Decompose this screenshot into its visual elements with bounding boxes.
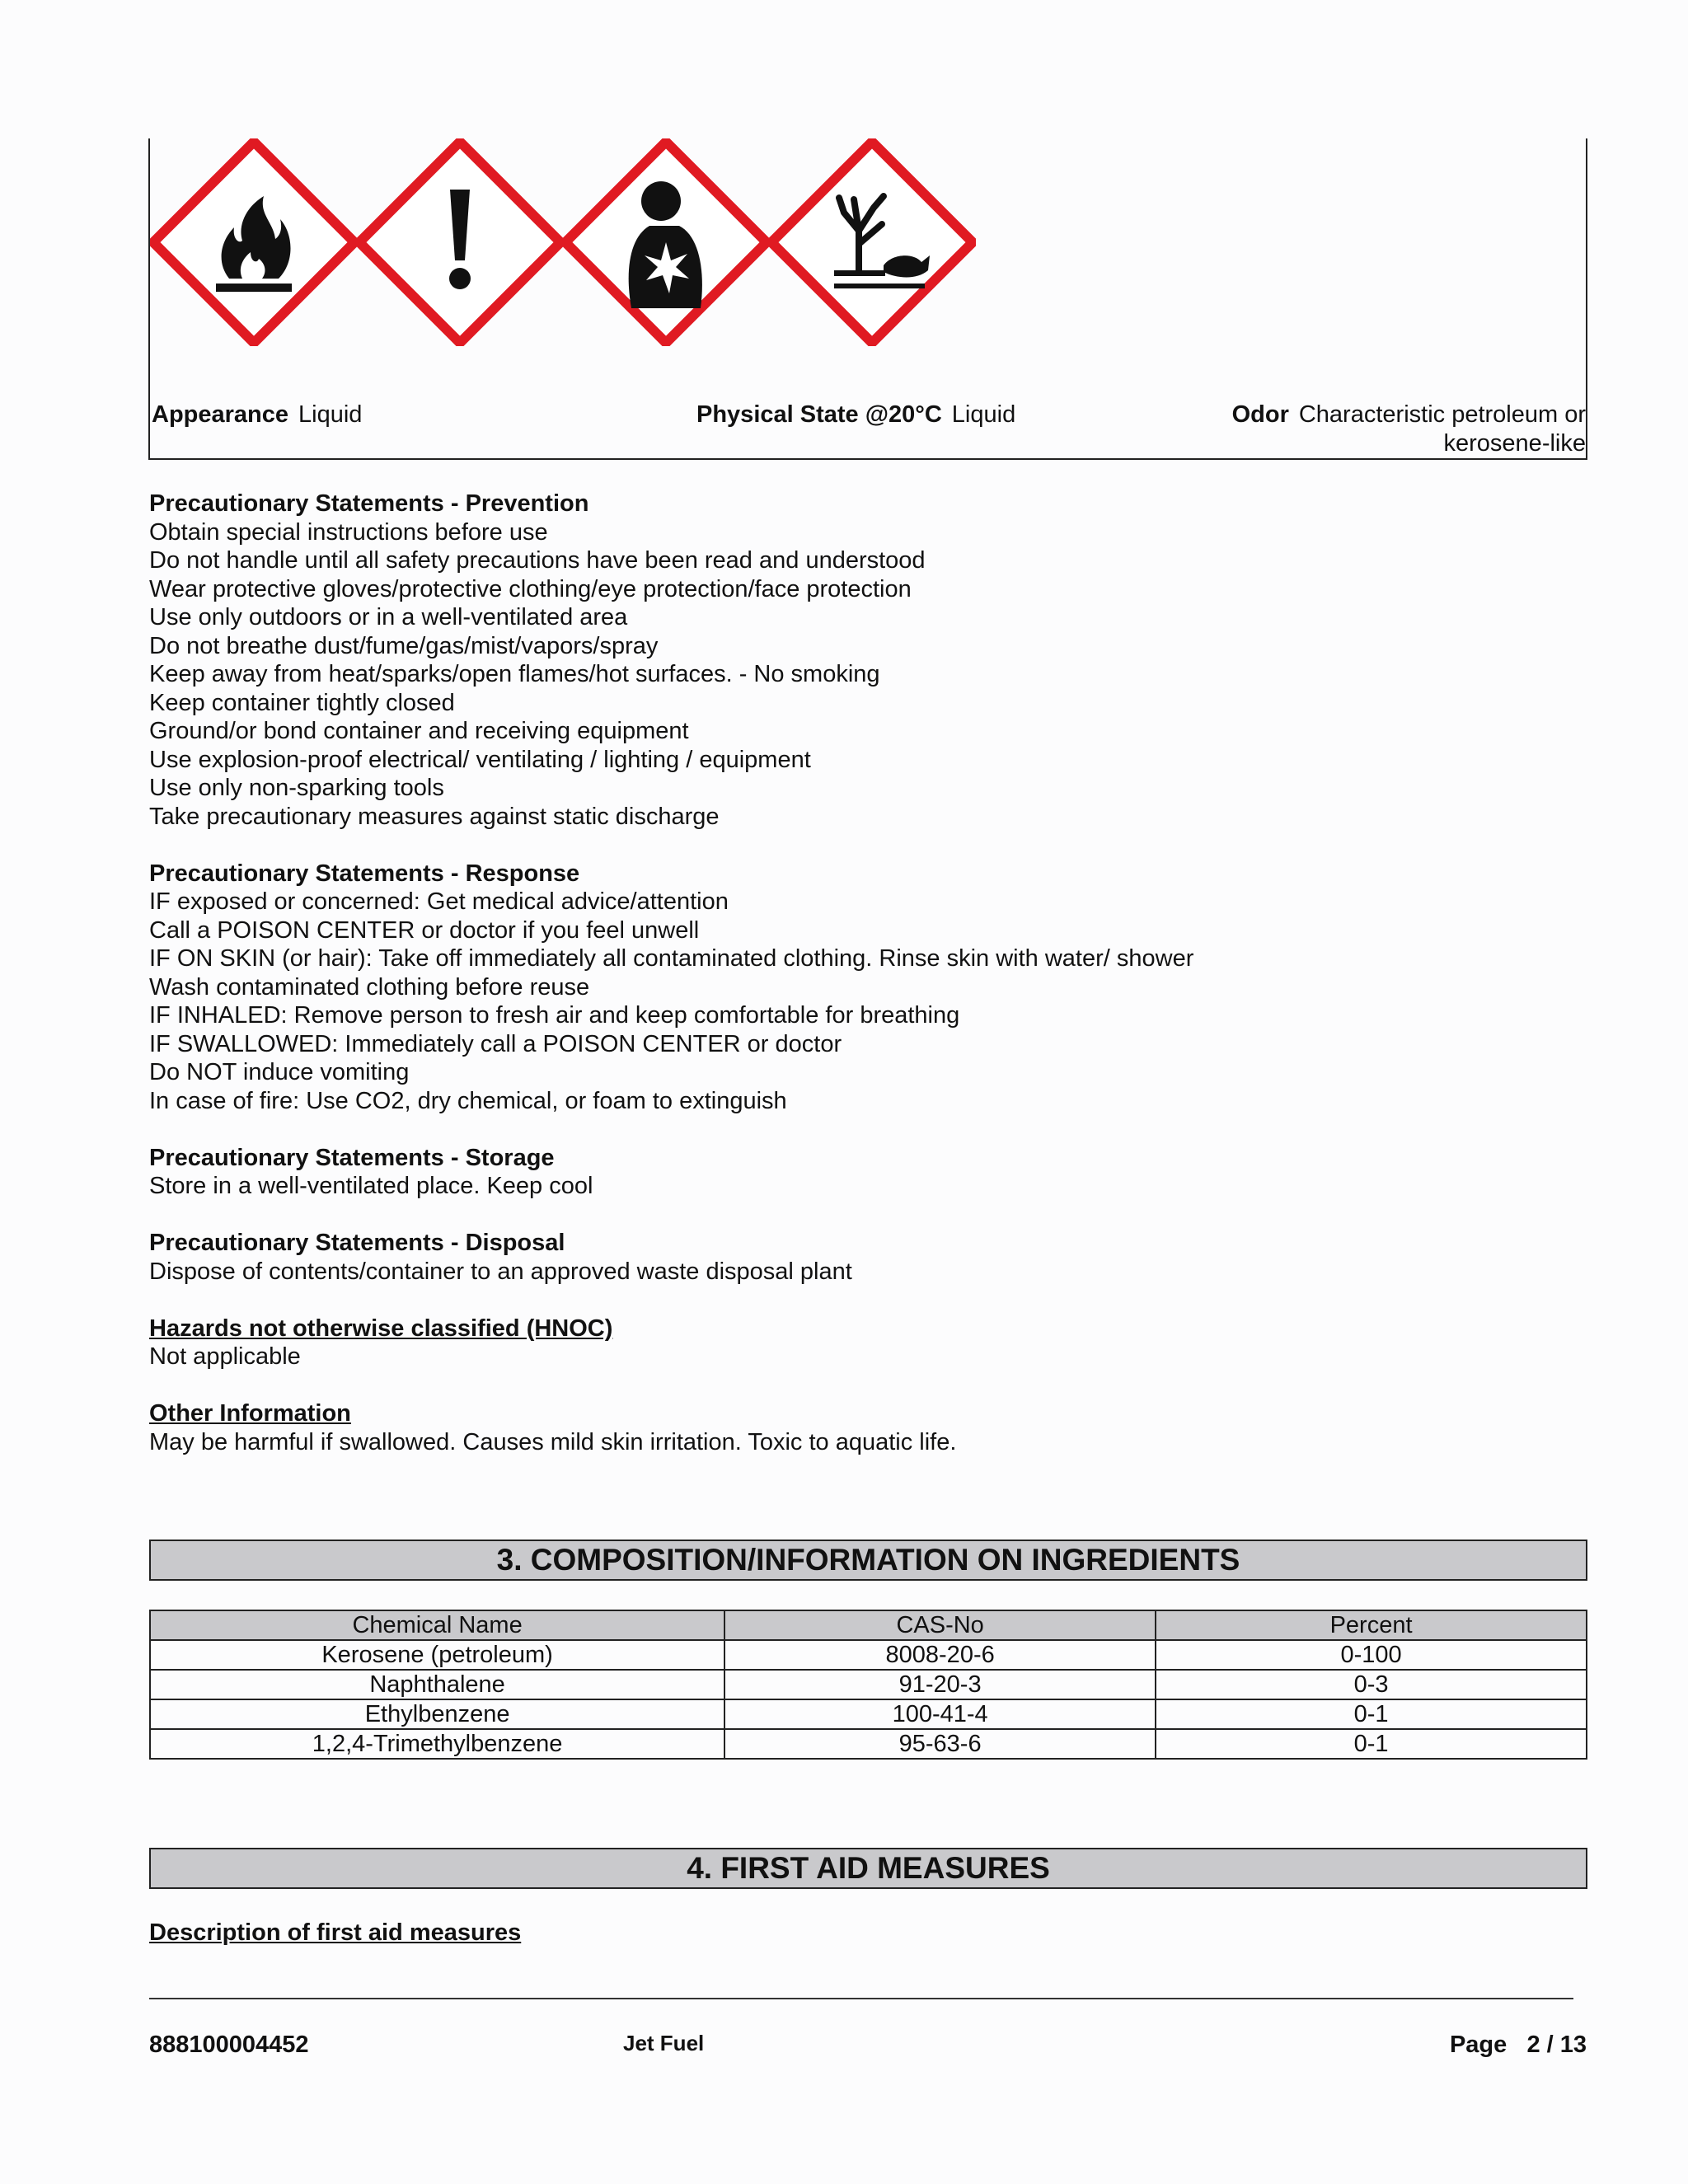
chemical-name-cell: Naphthalene (150, 1670, 724, 1699)
section4-banner: 4. FIRST AID MEASURES (149, 1848, 1587, 1889)
storage-lines (149, 1172, 1587, 1201)
statement-line: Do NOT induce vomiting (149, 1059, 410, 1085)
hnoc-title: Hazards not otherwise classified (HNOC) (149, 1315, 613, 1342)
precautionary-content (149, 490, 1587, 1485)
statement-line: Use only non-sparking tools (149, 775, 444, 801)
table-row (150, 1670, 1587, 1699)
health-hazard-icon (562, 138, 770, 346)
statement-line: Do not breathe dust/fume/gas/mist/vapors/spray (149, 632, 659, 659)
hnoc-text: Not applicable (149, 1343, 301, 1370)
chemical-name-cell: Ethylbenzene (150, 1699, 724, 1729)
statement-line: Keep away from heat/sparks/open flames/hot surfaces. - No smoking (149, 661, 880, 687)
cas-no-cell: 95-63-6 (724, 1729, 1156, 1759)
appearance-value: Liquid (298, 401, 363, 428)
exclamation-icon (356, 138, 564, 346)
odor-property (1198, 401, 1586, 457)
statement-line: IF SWALLOWED: Immediately call a POISON CENTER or doctor (149, 1030, 842, 1057)
header-cas-no: CAS-No (724, 1610, 1156, 1640)
footer-product-name: Jet Fuel (623, 2031, 705, 2055)
statement-line: Store in a well-ventilated place. Keep cool (149, 1173, 593, 1199)
storage-title: Precautionary Statements - Storage (149, 1144, 555, 1171)
cas-no-cell: 100-41-4 (724, 1699, 1156, 1729)
footer-document-id: 888100004452 (149, 2032, 309, 2058)
percent-cell: 0-3 (1156, 1670, 1587, 1699)
footer-page-label: Page (1449, 2032, 1507, 2058)
percent-cell: 0-1 (1156, 1699, 1587, 1729)
physical-state-label: Physical State @20°C (696, 401, 942, 428)
cas-no-cell: 8008-20-6 (724, 1640, 1156, 1670)
response-lines (149, 888, 1587, 1115)
cas-no-cell: 91-20-3 (724, 1670, 1156, 1699)
other-info-title: Other Information (149, 1400, 351, 1427)
chemical-name-cell: 1,2,4-Trimethylbenzene (150, 1729, 724, 1759)
footer-divider (149, 1998, 1573, 1999)
table-row (150, 1699, 1587, 1729)
first-aid-description-heading: Description of first aid measures (149, 1919, 522, 1946)
appearance-label: Appearance (152, 401, 289, 428)
odor-value: Characteristic petroleum or kerosene-like (1298, 401, 1586, 457)
table-row (150, 1729, 1587, 1759)
disposal-section (149, 1229, 1587, 1286)
statement-line: Dispose of contents/container to an approved waste disposal plant (149, 1258, 852, 1285)
header-chemical-name: Chemical Name (150, 1610, 724, 1640)
other-info-section (149, 1399, 1587, 1456)
statement-line: Use only outdoors or in a well-ventilated area (149, 604, 628, 630)
prevention-title: Precautionary Statements - Prevention (149, 490, 589, 517)
statement-line: Call a POISON CENTER or doctor if you feel unwell (149, 916, 700, 944)
odor-label: Odor (1231, 401, 1289, 428)
response-title: Precautionary Statements - Response (149, 860, 580, 887)
statement-line: In case of fire: Use CO2, dry chemical, or foam to extinguish (149, 1087, 787, 1114)
statement-line: Obtain special instructions before use (149, 518, 548, 546)
hazard-box (148, 138, 1587, 460)
physical-state-property (696, 401, 1015, 429)
footer-page-number (1450, 2031, 1587, 2060)
statement-line: IF ON SKIN (or hair): Take off immediately all contaminated clothing. Rinse skin with water/ shower (149, 945, 1194, 972)
disposal-lines (149, 1258, 1587, 1286)
statement-line: IF exposed or concerned: Get medical advice/attention (149, 888, 729, 915)
percent-cell: 0-100 (1156, 1640, 1587, 1670)
prevention-section (149, 490, 1587, 831)
statement-line: Do not handle until all safety precautions have been read and understood (149, 547, 926, 574)
disposal-title: Precautionary Statements - Disposal (149, 1230, 565, 1256)
statement-line: Keep container tightly closed (149, 689, 455, 716)
percent-cell: 0-1 (1156, 1729, 1587, 1759)
footer-page-value: 2 / 13 (1526, 2032, 1587, 2058)
hnoc-section (149, 1315, 1587, 1371)
flame-icon (150, 138, 358, 346)
statement-line: Take precautionary measures against static discharge (149, 803, 720, 830)
chemical-name-cell: Kerosene (petroleum) (150, 1640, 724, 1670)
table-row (150, 1640, 1587, 1670)
statement-line: Wash contaminated clothing before reuse (149, 973, 590, 1001)
ingredients-header-row (150, 1610, 1587, 1640)
statement-line: Ground/or bond container and receiving equipment (149, 718, 689, 744)
environment-icon (768, 138, 976, 346)
appearance-property (152, 401, 362, 429)
ingredients-table (149, 1610, 1587, 1760)
other-info-text: May be harmful if swallowed. Causes mild skin irritation. Toxic to aquatic life. (149, 1428, 957, 1455)
header-percent: Percent (1156, 1610, 1587, 1640)
storage-section (149, 1144, 1587, 1201)
statement-line: IF INHALED: Remove person to fresh air and keep comfortable for breathing (149, 1002, 960, 1029)
section3-banner: 3. COMPOSITION/INFORMATION ON INGREDIENTS (149, 1540, 1587, 1581)
response-section (149, 860, 1587, 1116)
statement-line: Use explosion-proof electrical/ ventilating / lighting / equipment (149, 746, 811, 773)
prevention-lines (149, 518, 1587, 832)
statement-line: Wear protective gloves/protective clothing/eye protection/face protection (149, 575, 912, 602)
physical-properties (150, 401, 1586, 458)
physical-state-value: Liquid (951, 401, 1016, 428)
